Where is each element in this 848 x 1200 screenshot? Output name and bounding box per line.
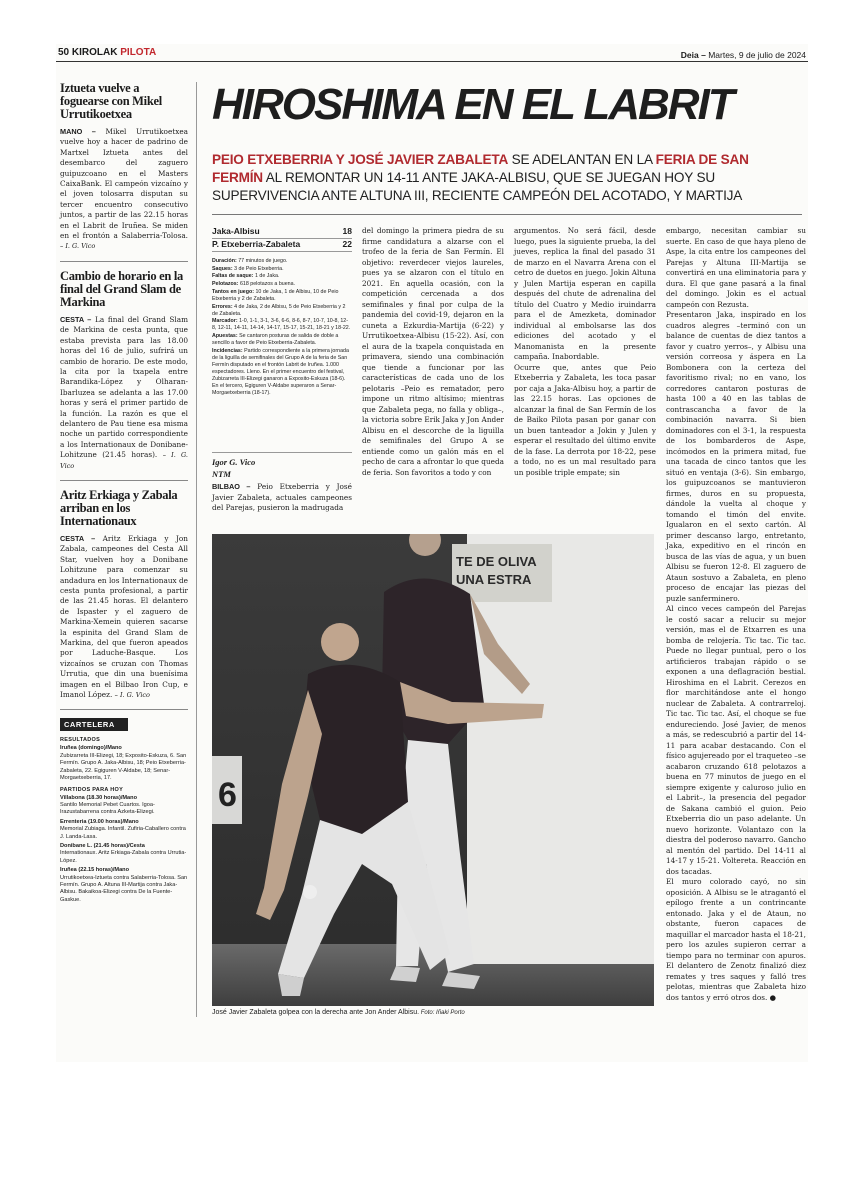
team-score-2: 22 bbox=[342, 239, 352, 249]
brief-body-1 bbox=[60, 127, 188, 252]
list-item-text: Santilo Memorial Pebet Cuartos. Igoa-Irazustabarrena contra Azketa-Elizegi. bbox=[60, 801, 155, 816]
list-item-text: Internationaux. Aritz Erkiaga-Zabala contra Urrutia-López. bbox=[60, 850, 187, 864]
subheadline bbox=[212, 151, 802, 205]
sidebar-divider bbox=[60, 261, 188, 262]
stat-line bbox=[212, 318, 352, 332]
team-name-1: Jaka-Albisu bbox=[212, 226, 260, 236]
brief-title-3: Aritz Erkiaga y Zabala arriban en los Internationaux bbox=[60, 487, 178, 528]
brief-lead-2: CESTA – bbox=[60, 314, 92, 324]
stat-line bbox=[212, 348, 352, 398]
stat-value: 4 de Jaka, 2 de Albisu, 5 de Peio Etxeberria y 2 de Zabaleta. bbox=[212, 303, 346, 317]
banner-text-1: TE DE OLIVA bbox=[456, 554, 537, 569]
brief-lead-3: CESTA – bbox=[60, 533, 96, 543]
page-header-left bbox=[58, 47, 156, 58]
stat-line bbox=[212, 289, 352, 303]
list-item bbox=[60, 819, 188, 841]
byline bbox=[212, 452, 352, 480]
stat-key: Tantos en juego: bbox=[212, 288, 254, 295]
list-item bbox=[60, 843, 188, 865]
stat-value: Partido correspondiente a la primera jornada de la liguilla de semifinales del Grupo A de la feria de San Fermín disputado en el frontón Labrit de Iruñea. 1.000 espectadores. Lleno. En el primer encuentro del festival, Zubizarreta III-Elizegi ganaron a Exposito-Eskuza (18-6). En el tercero, Egiguren V-Aldabe superaron a Senar-Morgaetxeberria (18-17). bbox=[212, 347, 349, 397]
stat-value: Se cantaron posturas de salida de doble a sencillo a favor de Peio Etxeberria-Zabaleta. bbox=[212, 333, 339, 347]
list-item-head: Villabona (18.30 horas)/Mano bbox=[60, 794, 137, 801]
list-item-head: Errenteria (19.00 horas)/Mano bbox=[60, 818, 139, 825]
issue-date: Martes, 9 de julio de 2024 bbox=[708, 50, 806, 60]
brief-lead-1: MANO – bbox=[60, 127, 96, 136]
list-item-head: Iruñea (domingo)/Mano bbox=[60, 745, 122, 752]
section-sublabel: PILOTA bbox=[120, 47, 157, 58]
stat-value: 1-0, 1-1, 3-1, 3-6, 6-6, 8-6, 8-7, 10-7, 10-8, 12-8, 12-11, 14-11, 14-14, 14-17, 15-17, 15-21, 18-21 y 18-22. bbox=[212, 318, 351, 332]
brief-title-2: Cambio de horario en la final del Grand Slam de Markina bbox=[60, 268, 183, 309]
stat-line bbox=[212, 258, 352, 265]
stat-key: Apuestas: bbox=[212, 333, 238, 340]
stat-key: Incidencias: bbox=[212, 347, 243, 354]
match-stats bbox=[212, 258, 352, 398]
score-row-1 bbox=[212, 226, 352, 239]
results-label: RESULTADOS bbox=[60, 737, 101, 744]
article-column-2: del domingo la primera piedra de su firme candidatura a alzarse con el trofeo de la feria de San Fermín. El objetivo: reverdecer viejos laureles, pues ya se alzaron con el título en 2021. En aquella ocasión, con la competición cercenada a dos semifinales y final por culpa de la pandemia del covid-19, dejaron en la cuneta a Ezkurdia-Martija (6-22) y Urrutikoetxea-Albisu (15-22). Así, con el aura de la txapela conquistada en primavera, siendo una combinación que tiende a funcionar por las características de cada uno de los pelotaris –Peio es rematador, pero impone un ritmo altísimo; mientras que Zabaleta pega, no falla y obliga–, la victoria sobre Erik Jaka y Jon Ander Albisu en el descorche de la liguilla de semifinales del Grupo A se entiende como un galón más en el pecho de cara a afrontar lo que queda de feria. Son favoritos a todo y con bbox=[362, 226, 504, 477]
article-photo bbox=[212, 534, 654, 1006]
paper-name: Deia – bbox=[680, 50, 706, 60]
brief-body-2 bbox=[60, 315, 188, 471]
sidebar-divider bbox=[60, 480, 188, 481]
list-item-head: Donibane L. (21.45 horas)/Cesta bbox=[60, 842, 145, 849]
article-column-1 bbox=[212, 482, 352, 514]
sidebar-divider bbox=[60, 709, 188, 710]
list-item bbox=[60, 867, 188, 904]
headline: HIROSHIMA EN EL LABRIT bbox=[212, 80, 733, 129]
subhead-highlight-1: PEIO ETXEBERRIA Y JOSÉ JAVIER ZABALETA bbox=[212, 152, 509, 167]
today-label: PARTIDOS PARA HOY bbox=[60, 786, 124, 793]
subhead-rule bbox=[212, 214, 802, 215]
article-column-3: argumentos. No será fácil, desde luego, pues la siguiente prueba, la del jueves, replica la final del pasado 31 de marzo en el Navarra Arena con el cetro de duetos en juego. Jokin Altuna y Julen Martija esperan en capilla después del chute de adrenalina del título del Cuatro y Medio iruindarra para el de Amezketa, dominador individual al embolsarse las dos ediciones del acotado y el Manomanista en la presente campaña. Inabordable. Ocurre que, antes que Peio Etxeberria y Zabaleta, les toca pasar por caja a Jaka-Albisu hoy, a partir de las 22.15 horas. Las opciones de alcanzar la final de San Fermín de los de Baiko Pilota pasan por ganar con un buen tanteador a Jokin y Julen y esperar el resultado del último envite de la fase. La derrota por 18-22, pese a todo, no es un mal resultado para un posible triple empate; sin bbox=[514, 226, 656, 477]
subhead-text-1: SE ADELANTAN EN LA bbox=[508, 152, 656, 167]
brief-text-3: Aritz Erkiaga y Jon Zabala, campeones del Cesta All Star, vuelven hoy a Donibane Lohitzune para comenzar su andadura en los Internationaux de cesta punta profesional, a partir de las 21.45 horas. El delantero de Ispaster y el zaguero de Markina-Xemein quieren sacarse la espinita del Grand Slam de Markina, del que fueron apeados por Laduche-Basque. Los vizcaínos se cruzan con Thomas Urrutia, que din una buenísima imagen en el Bilbao Iron Cup, e Imanol López. bbox=[60, 533, 188, 700]
score-row-2 bbox=[212, 239, 352, 252]
list-item-text: Zubizarreta III-Elizegi, 18; Exposito-Eskuza, 6. San Fermín. Grupo A. Jaka-Albisu, 18; Peio Etxeberria-Zabaleta, 22. Egiguren V-Aldabe, 18; Senar-Morgaetxeberria, 17. bbox=[60, 752, 187, 782]
sidebar bbox=[60, 82, 188, 906]
stat-value: 618 pelotazos a buena. bbox=[238, 281, 296, 288]
subhead-highlight-2: FERIA DE SAN FERMÍN bbox=[212, 152, 749, 185]
stat-value: 3 de Peio Etxeberria. bbox=[232, 265, 284, 272]
wall-number: 6 bbox=[218, 776, 237, 814]
photo-credit: Foto: Iñaki Porto bbox=[419, 1010, 465, 1016]
list-item bbox=[60, 745, 188, 782]
stat-key: Duración: bbox=[212, 258, 237, 264]
stat-line bbox=[212, 281, 352, 288]
stat-key: Marcador: bbox=[212, 318, 238, 325]
article-column-4: embargo, necesitan cambiar su suerte. En caso de que haya pleno de Aspe, la cita entre los campeones del Parejas y Altuna III-Martija se convertirá en una eliminatoria para y dura. El que gane pasará a la final del domingo. Jokin es el actual campeón con Rezusta. Presentaron Jaka, inspirado en los cuadros alegres –terminó con un balance de cuentas de diez tantos a favor y cuatro yerros–, y Albisu una versión correosa y áspera en La Bombonera con la certeza del favoritismo rival; no en vano, los corredores cantaron posturas de hasta 100 a 40 en las tablas de contrascancha a favor de la combinación navarra. Si bien dominadores con el 3-1, la respuesta de los bombarderos de Aspe, incómodos en la primera mitad, fue una tacada de cinco tantos que les situó en ventaja (3-6). Sin embargo, los guipuzcoanos se mantuvieron firmes, duros en su propuesta, dándole la vuelta al choque y tomando el timón del envite. Igualaron en el sexto cartón. Al primer descanso largo, entretanto, Jaka, expeditivo en el rincón en busca de las vías de agua, y un buen Albisu se fueron 12-8. El zaguero de Ataun sostuvo a Zabaleta, en pleno proceso de encajar las piezas del puzle sanferminero. Al cinco veces campeón del Parejas le costó sacar a relucir su mejor versión, mas el de Etxarren es una bomba de relojería. Tic tac. Tic tac. Puede no llegar puntual, pero o los artificieros trabajan rápido o se exponen a una deflagración bestial. Hiroshima en el Labrit. Cerezos en flor marchitándose ante el hongo nuclear de Zabaleta. A contrarreloj. Tic tac. Tic tac. Así, el choque se fue endureciendo. José Javier, de menos a más, se redescubrió a partir del 14-11 para acabar destacando. Con el físico agujereado por el traqueteo –se acabaron cruzando 618 pelotazos a buena en 77 minutos de juego en el siempre exigente y caluroso julio en el Labrit–, la presencia del pegador de Sakana cambió el guion. Peio Etxeberria dio un paso adelante. Un nuevo horizonte. Volantazo con la diestra del poderoso navarro. Gancho al mentón del partido. Del 14-11 al 14-17 y 15-21. Voltereta. Reacción en dos tacadas. El muro colorado cayó, no sin oposición. A Albisu se le atragantó el epílogo frente a un contrincante entonado. Jaka y el de Ataun, no obstante, fueron capaces de maquillar el marcador hasta el 18-21, pero los azules supieron cerrar a tiempo para no terminar con apuros. El delantero de Zenotz finalizó diez remates y tres saques y falló tres pelotas, mientras que Zabaleta hizo dos tantos y erró otros dos. ● bbox=[666, 226, 806, 1002]
cartelera-header: CARTELERA bbox=[60, 718, 128, 731]
page-header-right bbox=[681, 50, 806, 60]
brief-title-1: Iztueta vuelve a foguearse con Mikel Urrutikoetxea bbox=[60, 81, 162, 121]
stat-line bbox=[212, 333, 352, 347]
caption-text: José Javier Zabaleta golpea con la derecha ante Jon Ander Albisu. bbox=[212, 1009, 420, 1016]
list-item-text: Urrutikoetxea-Iztueta contra Salaberria-Tolosa. San Fermín. Grupo A. Altuna III-Martija contra Jaka-Albisu. Bakaikoa-Elizegi contra De la Fuente-Gaskue. bbox=[60, 874, 188, 903]
byline-author: Igor G. Vico bbox=[212, 457, 256, 467]
photo-illustration bbox=[212, 534, 654, 1006]
results-list bbox=[60, 745, 188, 782]
photo-caption bbox=[212, 1008, 660, 1018]
article-text-1: Peio Etxeberria y José Javier Zabaleta, actuales campeones del Parejas, pusieron la madrugada bbox=[212, 482, 352, 512]
stat-key: Faltas de saque: bbox=[212, 273, 254, 280]
brief-body-3 bbox=[60, 534, 188, 701]
brief-signature-1: – I. G. Vico bbox=[60, 242, 96, 251]
stat-key: Pelotazos: bbox=[212, 281, 239, 288]
team-score-1: 18 bbox=[342, 226, 352, 236]
brief-signature-3: – I. G. Vico bbox=[114, 691, 150, 700]
subhead-text-2: AL REMONTAR UN 14-11 ANTE JAKA-ALBISU, QUE SE JUEGAN HOY SU SUPERVIVENCIA ANTE ALTUNA III, RECIENTE CAMPEÓN DEL ACOTADO, Y MARTIJA bbox=[212, 170, 743, 203]
team-name-2: P. Etxeberria-Zabaleta bbox=[212, 239, 301, 249]
brief-text-1: Mikel Urrutikoetxea vuelve hoy a hacer de padrino de Martxel Iztueta antes del desembarco del zaguero guipuzcoano en el Masters CaixaBank. El campeón vizcaíno y el joven tolosarra disputan su tercer encuentro consecutivo juntos, a partir de las 22.15 horas en el Labrit de Iruñea. Se miden en el frontón a Salaberria-Tolosa. bbox=[60, 127, 188, 241]
today-list bbox=[60, 795, 188, 905]
brief-signature-2: – I. G. Vico bbox=[60, 451, 189, 470]
list-item-head: Iruñea (22.15 horas)/Mano bbox=[60, 867, 130, 874]
section-label: KIROLAK bbox=[71, 47, 118, 58]
score-box bbox=[212, 226, 352, 398]
stat-line bbox=[212, 266, 352, 273]
dateline: BILBAO – bbox=[212, 482, 251, 491]
header-rule bbox=[56, 61, 808, 62]
brief-text-2: La final del Grand Slam de Markina de cesta punta, que estaba prevista para las 18.00 horas del 16 de julio, sufrirá un cambio de horario. De este modo, la cita por la txapela entre Barandika-López y Olharan-Ibarluzea se adelanta a las 17.00 horas y será el primer partido de la función. La razón es que el delantero de Pau tiene esa misma noche un partido correspondiente a los Internationaux de Donibane-Lohitzune (21.45 horas). bbox=[60, 314, 188, 460]
stat-key: Errores: bbox=[212, 303, 233, 310]
stat-value: 10 de Jaka, 1 de Albisu, 10 de Peio Etxeberria y 2 de Zabaleta. bbox=[212, 288, 339, 302]
list-item-text: Memorial Zubiaga. Infantil. Zufiria-Caballero contra J. Landa-Lasa. bbox=[60, 826, 186, 840]
banner-text-2: UNA ESTRA bbox=[456, 572, 532, 587]
page-number: 50 bbox=[58, 47, 70, 58]
stat-line bbox=[212, 273, 352, 280]
stat-key: Saques: bbox=[212, 265, 233, 272]
stat-line bbox=[212, 304, 352, 318]
stat-value: 1 de Jaka. bbox=[253, 273, 280, 280]
stat-value: 77 minutos de juego. bbox=[236, 258, 288, 264]
pelota-ball bbox=[303, 885, 317, 899]
byline-agency: NTM bbox=[212, 469, 231, 479]
list-item bbox=[60, 795, 188, 817]
column-separator bbox=[196, 82, 197, 1017]
